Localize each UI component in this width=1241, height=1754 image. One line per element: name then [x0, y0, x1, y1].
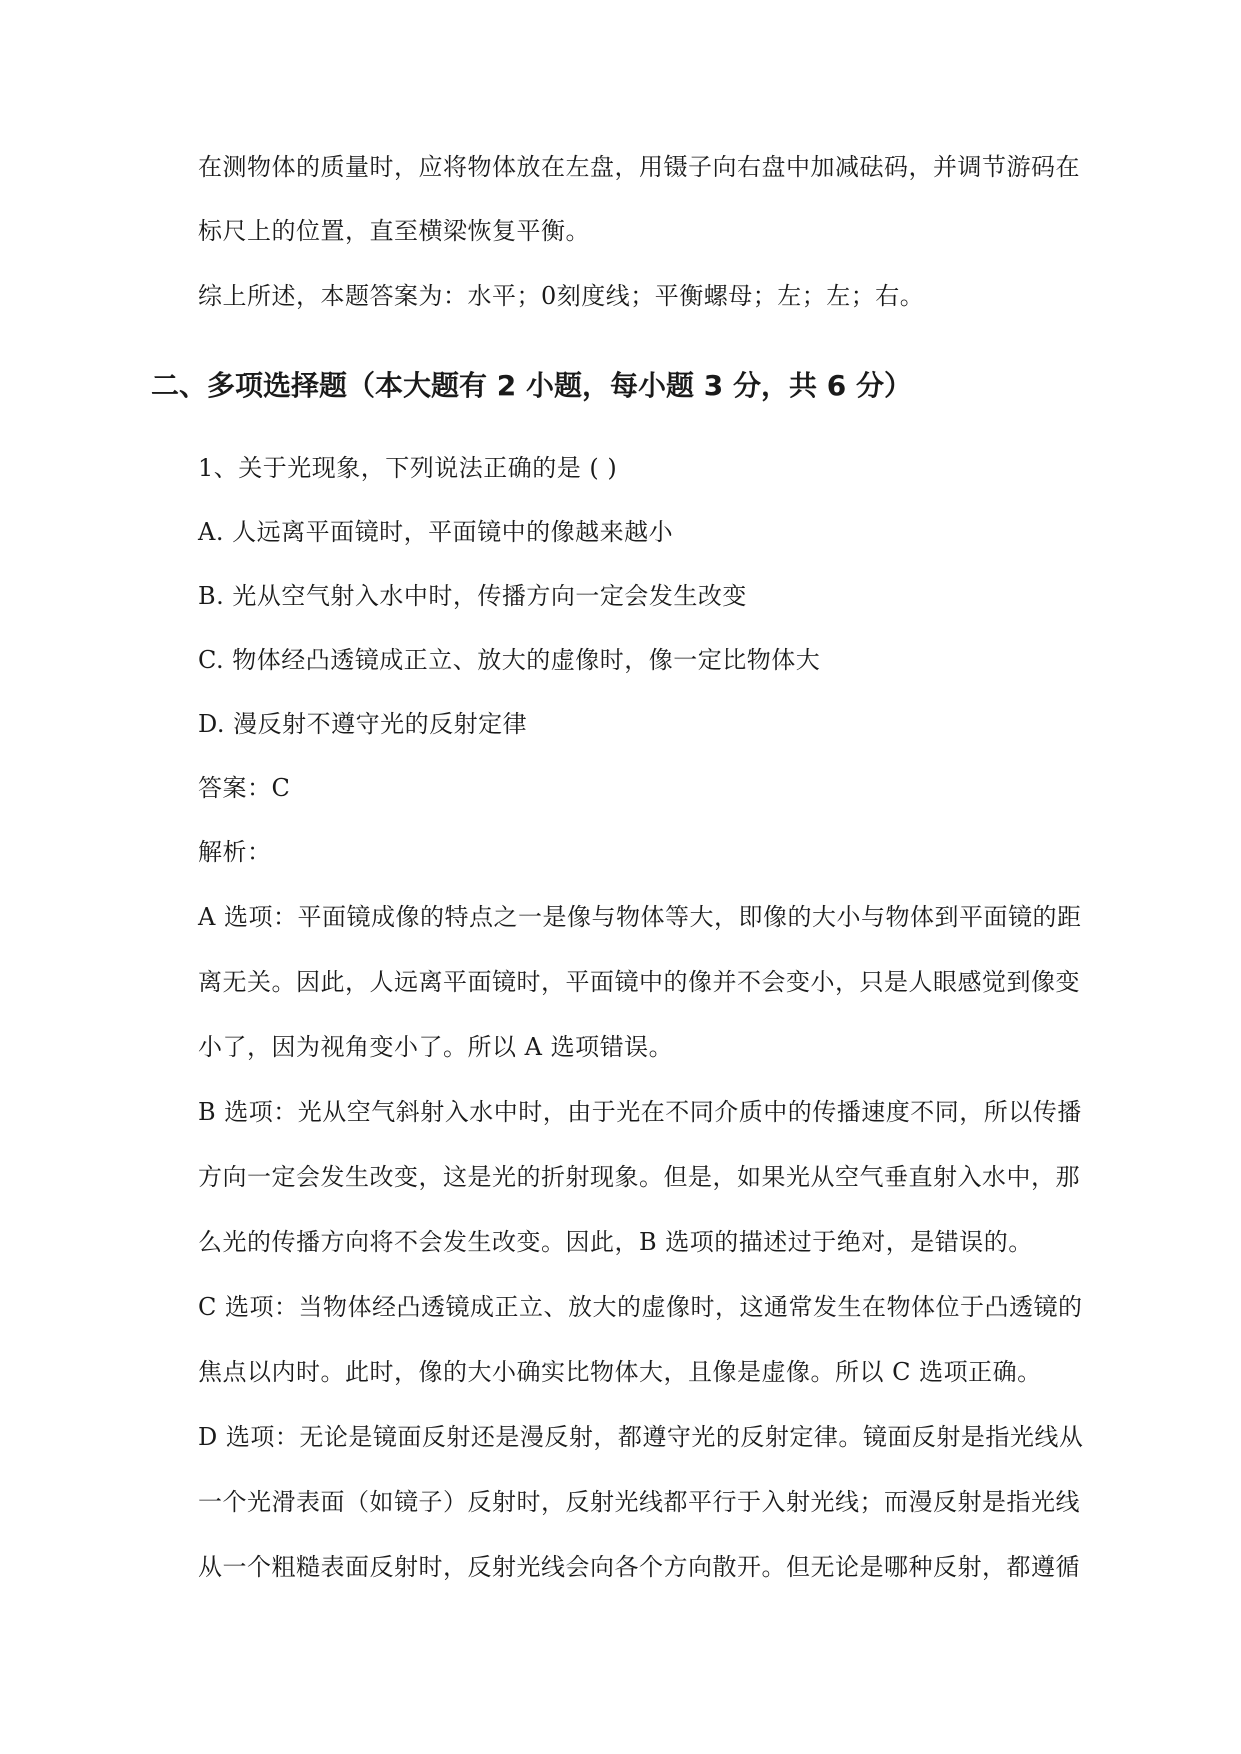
answer-line: 答案：C	[198, 774, 291, 802]
analysis-line-10: 一个光滑表面（如镜子）反射时，反射光线都平行于入射光线；而漫反射是指光线	[198, 1488, 1080, 1516]
analysis-line-9: D 选项：无论是镜面反射还是漫反射，都遵守光的反射定律。镜面反射是指光线从	[198, 1423, 1084, 1451]
prev-text-line-2: 标尺上的位置，直至横梁恢复平衡。	[198, 217, 590, 245]
prev-answer-summary: 综上所述，本题答案为：水平；0刻度线；平衡螺母；左；左；右。	[198, 282, 925, 310]
analysis-label: 解析：	[198, 838, 272, 866]
analysis-line-5: 方向一定会发生改变，这是光的折射现象。但是，如果光从空气垂直射入水中，那	[198, 1163, 1080, 1191]
analysis-line-1: A 选项：平面镜成像的特点之一是像与物体等大，即像的大小与物体到平面镜的距	[198, 903, 1082, 931]
analysis-line-11: 从一个粗糙表面反射时，反射光线会向各个方向散开。但无论是哪种反射，都遵循	[198, 1553, 1080, 1581]
prev-text-line-1: 在测物体的质量时，应将物体放在左盘，用镊子向右盘中加减砝码，并调节游码在	[198, 153, 1080, 181]
section-heading: 二、多项选择题（本大题有 2 小题，每小题 3 分，共 6 分）	[151, 369, 912, 402]
analysis-line-4: B 选项：光从空气斜射入水中时，由于光在不同介质中的传播速度不同，所以传播	[198, 1098, 1082, 1126]
analysis-line-3: 小了，因为视角变小了。所以 A 选项错误。	[198, 1033, 674, 1061]
analysis-line-6: 么光的传播方向将不会发生改变。因此，B 选项的描述过于绝对，是错误的。	[198, 1228, 1033, 1256]
analysis-line-8: 焦点以内时。此时，像的大小确实比物体大，且像是虚像。所以 C 选项正确。	[198, 1358, 1042, 1386]
option-c: C. 物体经凸透镜成正立、放大的虚像时，像一定比物体大	[198, 646, 821, 674]
question-stem: 1、关于光现象，下列说法正确的是 ( )	[198, 454, 618, 482]
option-a: A. 人远离平面镜时，平面镜中的像越来越小	[198, 518, 674, 546]
option-b: B. 光从空气射入水中时，传播方向一定会发生改变	[198, 582, 747, 610]
analysis-line-7: C 选项：当物体经凸透镜成正立、放大的虚像时，这通常发生在物体位于凸透镜的	[198, 1293, 1083, 1321]
analysis-line-2: 离无关。因此，人远离平面镜时，平面镜中的像并不会变小，只是人眼感觉到像变	[198, 968, 1080, 996]
option-d: D. 漫反射不遵守光的反射定律	[198, 710, 528, 738]
